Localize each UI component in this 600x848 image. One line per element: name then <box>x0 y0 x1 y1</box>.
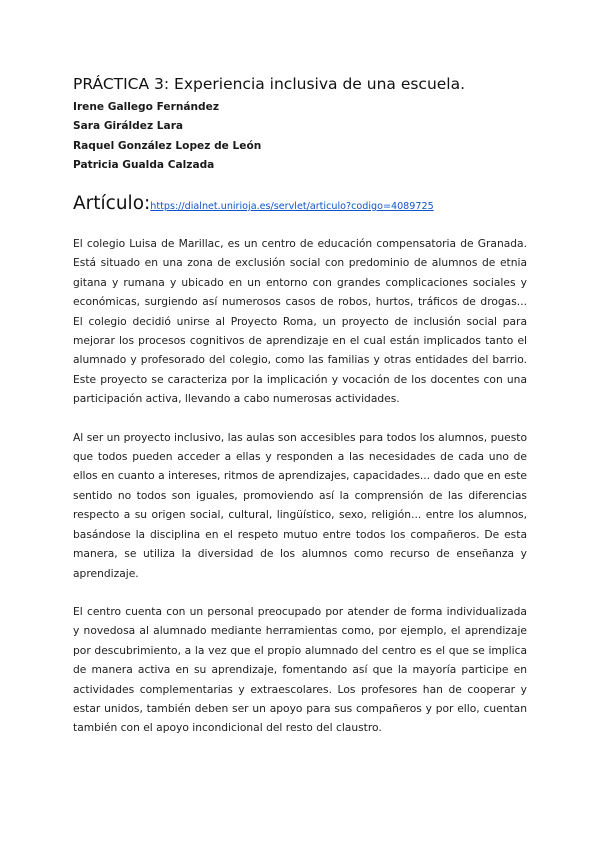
article-link[interactable]: https://dialnet.unirioja.es/servlet/articulo?codigo=4089725 <box>150 201 434 212</box>
article-label: Artículo: <box>73 193 151 214</box>
body-paragraph: El colegio Luisa de Marillac, es un centro de educación compensatoria de Granada. Está situado en una zona de exclusión social con predominio de alumnos de etnia gitana y rumana y ubicado en un entorno con grandes complicaciones sociales y económicas, surgiendo así numerosos casos de robos, hurtos, tráficos de drogas... El colegio decidió unirse al Proyecto Roma, un proyecto de inclusión social para mejorar los procesos cognitivos de aprendizaje en el cual están implicados tanto el alumnado y profesorado del colegio, como las familias y otras entidades del barrio. Este proyecto se caracteriza por la implicación y vocación de los docentes con una participación activa, llevando a cabo numerosas actividades. <box>73 237 527 406</box>
author-name: Sara Giráldez Lara <box>73 120 184 133</box>
body-paragraph: Al ser un proyecto inclusivo, las aulas son accesibles para todos los alumnos, puesto que todos pueden acceder a ellas y responden a las necesidades de cada uno de ellos en cuanto a intereses, ritmos de aprendizajes, capacidades... dado que en este sentido no todos son iguales, promoviendo así la comprensión de las diferencias respecto a su origen social, cultural, lingüístico, sexo, religión... entre los alumnos, basándose la disciplina en el respeto mutuo entre todos los compañeros. De esta manera, se utiliza la diversidad de los alumnos como recurso de enseñanza y aprendizaje. <box>73 430 527 580</box>
document-title: PRÁCTICA 3: Experiencia inclusiva de una escuela. <box>73 75 466 93</box>
author-name: Irene Gallego Fernández <box>73 101 219 113</box>
author-list <box>73 98 261 175</box>
body-paragraph: El centro cuenta con un personal preocupado por atender de forma individualizada y novedosa al alumnado mediante herramientas como, por ejemplo, el aprendizaje por descubrimiento, a la vez que el propio alumnado del centro es el que se implica de manera activa en su aprendizaje, fomentando así que la mayoría participe en actividades complementarias y extraescolares. Los profesores han de cooperar y estar unidos, también deben ser un apoyo para sus compañeros y por ello, cuentan también con el apoyo incondicional del resto del claustro. <box>73 604 527 735</box>
author-name: Patricia Gualda Calzada <box>73 158 215 171</box>
document-body <box>73 234 527 757</box>
author-name: Raquel González Lopez de León <box>73 139 262 152</box>
article-reference <box>73 193 434 217</box>
